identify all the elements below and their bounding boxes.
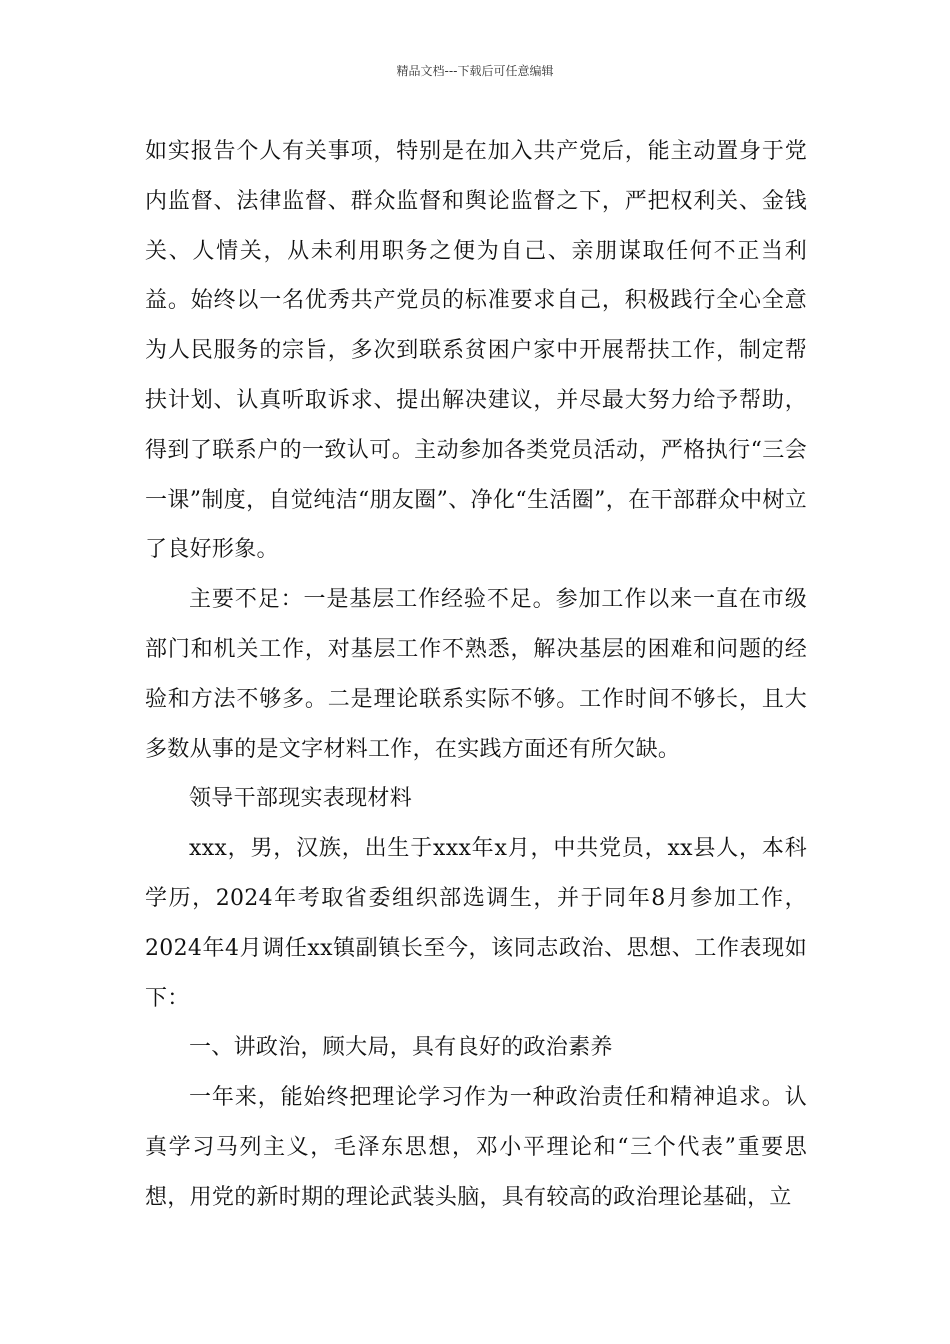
paragraph-profile: xxx，男，汉族，出生于xxx年x月，中共党员，xx县人，本科学历，2024年考取省委组织部选调生，并于同年8月参加工作，2024年4月调任xx镇副镇长至今，该同志政治、思想、工作表现如下： bbox=[145, 836, 807, 1011]
paragraph-political: 一年来，能始终把理论学习作为一种政治责任和精神追求。认真学习马列主义，毛泽东思想，邓小平理论和“三个代表”重要思想，用党的新时期的理论武装头脑，具有较高的政治理论基础，立 bbox=[145, 1085, 807, 1210]
paragraph-shortcomings: 主要不足：一是基层工作经验不足。参加工作以来一直在市级部门和机关工作，对基层工作不熟悉，解决基层的困难和问题的经验和方法不够多。二是理论联系实际不够。工作时间不够长，且大多数从事的是文字材料工作，在实践方面还有所欠缺。 bbox=[145, 587, 807, 762]
section-heading-1: 一、讲政治，顾大局，具有良好的政治素养 bbox=[189, 1035, 613, 1061]
paragraph-continued: 如实报告个人有关事项，特别是在加入共产党后，能主动置身于党内监督、法律监督、群众监督和舆论监督之下，严把权利关、金钱关、人情关，从未利用职务之便为自己、亲朋谋取任何不正当利益。始终以一名优秀共产党员的标准要求自己，积极践行全心全意为人民服务的宗旨，多次到联系贫困户家中开展帮扶工作，制定帮扶计划、认真听取诉求、提出解决建议，并尽最大努力给予帮助，得到了联系户的一致认可。主动参加各类党员活动，严格执行“三会一课”制度，自觉纯洁“朋友圈”、净化“生活圈”，在干部群众中树立了良好形象。 bbox=[145, 139, 807, 563]
page-header: 精品文档---下载后可任意编辑 bbox=[396, 64, 554, 78]
section-title: 领导干部现实表现材料 bbox=[189, 786, 413, 812]
document-body bbox=[145, 127, 807, 1223]
